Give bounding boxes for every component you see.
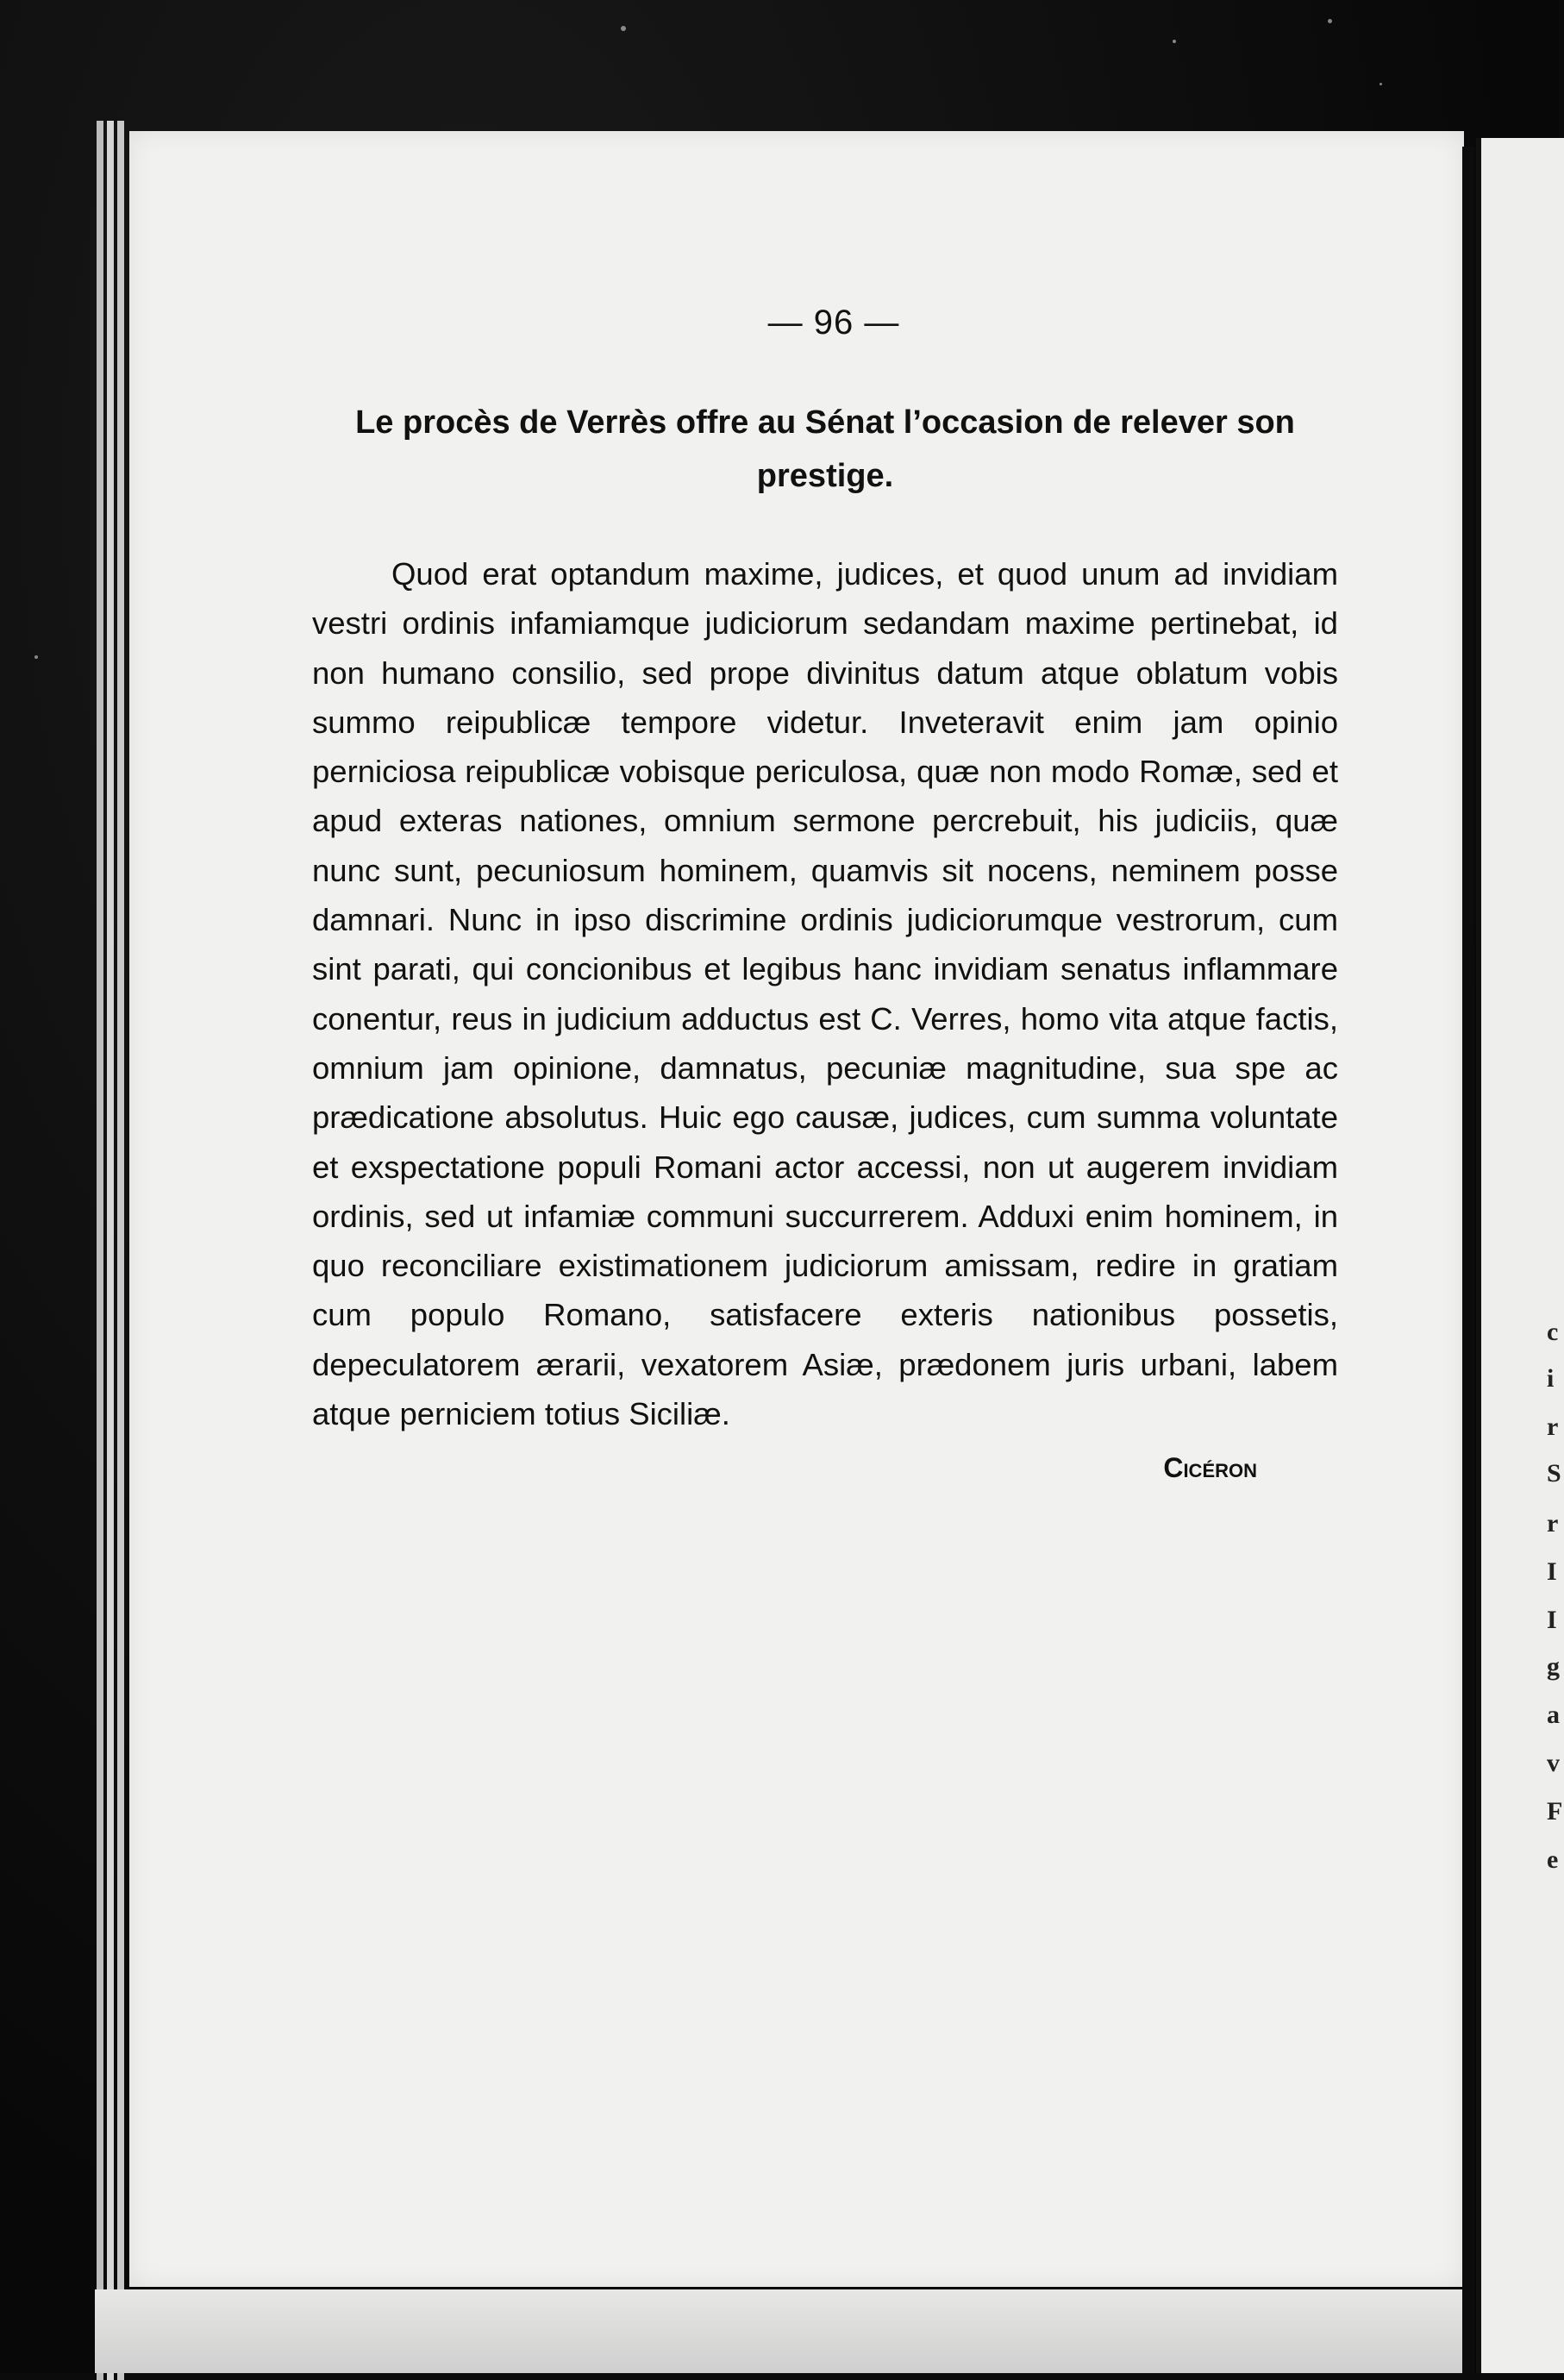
facing-page-letter: r — [1547, 1509, 1559, 1538]
facing-page-letter: F — [1547, 1797, 1563, 1826]
section-title: Le procès de Verrès offre au Sénat l’occasion de relever son prestige. — [355, 404, 1295, 494]
facing-page-edge — [1476, 138, 1564, 2373]
facing-page-letter: r — [1547, 1412, 1559, 1441]
page-number: — 96 — — [767, 304, 900, 341]
dust-speck — [34, 655, 38, 659]
facing-page-letter: g — [1547, 1652, 1560, 1681]
facing-page-letter: v — [1547, 1749, 1560, 1777]
facing-page-letter: I — [1547, 1557, 1557, 1586]
dust-speck — [1379, 83, 1382, 85]
dust-speck — [1173, 40, 1176, 43]
page-stack-bottom — [95, 2289, 1466, 2373]
facing-page-letter: I — [1547, 1606, 1557, 1634]
facing-page-letter: a — [1547, 1700, 1560, 1729]
facing-page-letter: e — [1547, 1845, 1559, 1874]
body-paragraph: Quod erat optandum maxime, judices, et quod unum ad invidiam vestri ordinis infamiamque judiciorum sedandam maxime pertinebat, id non humano consilio, sed prope divinitus datum atque oblatum vobis summo reipublicæ tempore videtur. Inveteravit enim jam opinio perniciosa reipublicæ vobisque periculosa, quæ non modo Romæ, sed et apud exteras nationes, omnium sermone percrebuit, his judiciis, quæ nunc sunt, pecuniosum hominem, quamvis sit nocens, neminem posse damnari. Nunc in ipso discrimine ordinis judiciorumque vestrorum, cum sint parati, qui concionibus et legibus hanc invidiam senatus inflammare conentur, reus in judicium adductus est C. Verres, homo vita atque factis, omnium jam opinione, damnatus, pecuniæ magnitudine, sua spe ac prædicatione absolutus. Huic ego causæ, judices, cum summa voluntate et exspectatione populi Romani actor accessi, non ut augerem invidiam ordinis, sed ut infamiæ communi succurrerem. Adduxi enim hominem, in quo reconciliare existimationem judiciorum amissam, redire in gratiam cum populo Romano, satisfacere exteris nationibus possetis, depeculatorem ærarii, vexatorem Asiæ, prædonem juris urbani, labem atque perniciem totius Siciliæ. — [312, 556, 1338, 1432]
page-content — [312, 304, 1338, 1484]
book-gutter — [1462, 147, 1474, 2373]
page-stack-edge — [107, 121, 114, 2380]
facing-page-letter: S — [1547, 1459, 1561, 1488]
facing-page-letter: c — [1547, 1318, 1559, 1346]
page-stack-edge — [97, 121, 103, 2380]
page-stack-edge — [117, 121, 124, 2380]
facing-page-letter: i — [1547, 1364, 1555, 1393]
author-signature: Cicéron — [1163, 1452, 1257, 1484]
dust-speck — [1328, 19, 1332, 23]
dust-speck — [621, 26, 626, 31]
